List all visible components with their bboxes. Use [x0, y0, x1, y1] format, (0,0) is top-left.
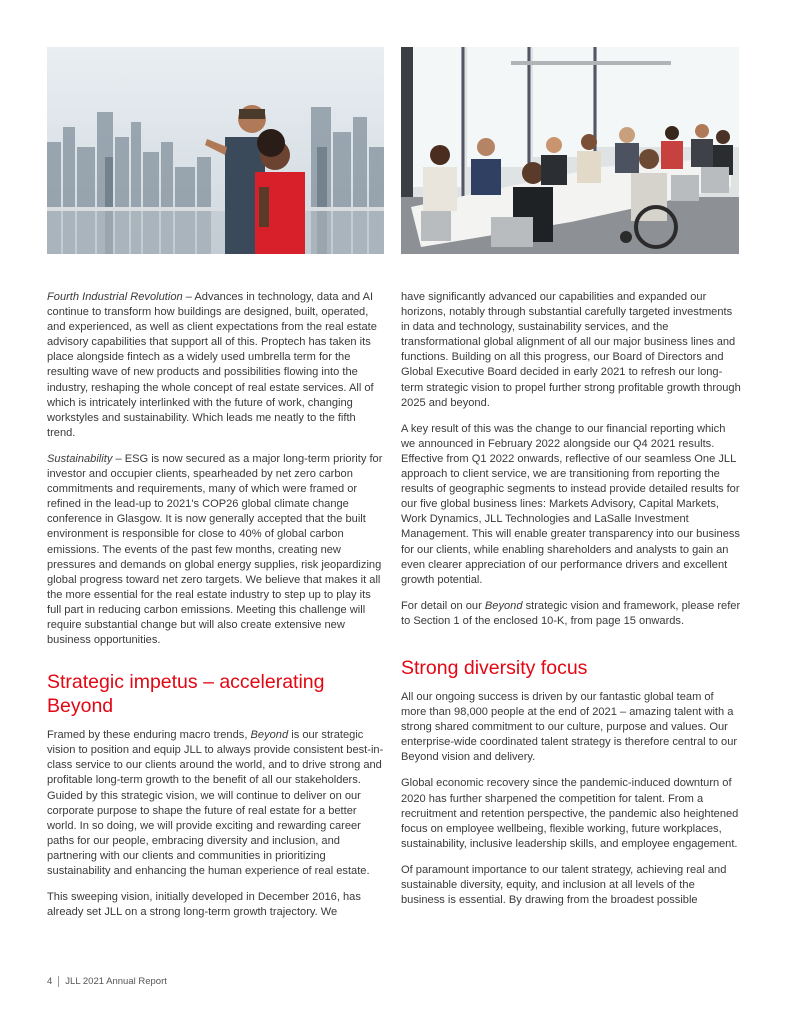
paragraph-beyond-vision [47, 728, 387, 879]
lead-term: Fourth Industrial Revolution [47, 291, 183, 303]
left-text-column [47, 290, 387, 931]
emphasis-beyond: Beyond [250, 729, 289, 742]
report-title: JLL 2021 Annual Report [65, 976, 167, 988]
emphasis-beyond: Beyond [484, 599, 523, 612]
right-text-column [401, 290, 741, 919]
paragraph-economic-recovery: Global economic recovery since the pandemic-induced downturn of 2020 has further sharpened the competition for talent. From a recruitment and retention perspective, the pandemic also heightened focus on employee wellbeing, flexible working, future workplaces, sustainability, inclusive leadership skills, and employee engagement. [401, 777, 739, 850]
paragraph-text: For detail on our [401, 599, 485, 612]
paragraph-text: Framed by these enduring macro trends, [47, 729, 251, 742]
paragraph-fourth-industrial-revolution [47, 290, 387, 441]
photo-city-balcony [47, 47, 384, 254]
paragraph-body: – ESG is now secured as a major long-term priority for investor and occupier clients, spearheaded by net zero carbon commitments and requirements, many of which were framed or refined in the lead-up to 2021's COP26 global climate change conference in Glasgow. It is now generally accepted that the built environment is responsible for close to 40% of global carbon emissions. The events of the past few months, creating new pressures and demands on global energy supplies, risk jeopardizing global progress toward net zero targets. We believe that makes it all the more essential for the real estate industry to step up to play its full part in reducing carbon emissions. Meeting this challenge will require substantial change but will also create extensive new business opportunities. [47, 452, 383, 647]
paragraph-body: – Advances in technology, data and AI continue to transform how buildings are designed, built, operated, and experienced, as well as client expectations from the real estate advisory capabilities that support all of this. Proptech has taken its place alongside fintech as a widely used umbrella term for the resulting wave of new products and possibilities flowing into the industry, reshaping the whole concept of real estate services. All of which is intricately interlinked with the future of work, changing workstyles and sustainability. Which leads me neatly to the fifth trend. [47, 291, 377, 439]
page-number: 4 [47, 976, 53, 988]
heading-strong-diversity-focus: Strong diversity focus [401, 656, 588, 679]
paragraph-sustainability [47, 452, 387, 648]
paragraph-text: is our strategic vision to position and equip JLL to always provide consistent best-in-class service to our clients around the world, and to drive strong and profitable long-term growth to the benefit of all our stakeholders. Guided by this strategic vision, we will continue to deliver on our corporate purpose to shape the future of real estate for a better world. In so doing, we will provide exciting and rewarding career paths for our people, embracing diversity and inclusion, and partnering with our clients and communities in prioritizing sustainability and enhancing the human experience of real estate. [47, 729, 384, 877]
lead-term: Sustainability [47, 452, 113, 465]
paragraph-text: strategic vision and framework, please refer to Section 1 of the enclosed 10-K, from page 15 onwards. [401, 599, 741, 627]
city-balcony-image [47, 47, 384, 254]
paragraph-financial-reporting: A key result of this was the change to our financial reporting which we announced in February 2022 alongside our Q4 2021 results. Effective from Q1 2022 onwards, reflective of our seamless One JLL approach to client service, we are transitioning from reporting the results of geographic segments to instead provide detailed results for our five global business lines: Markets Advisory, Capital Markets, Work Dynamics, JLL Technologies and LaSalle Investment Management. This will enable greater transparency into our business for our clients, while enabling shareholders and analysts to gain an even clearer appreciation of our performance drivers and excellent growth potential. [401, 422, 740, 586]
paragraph-global-team: All our ongoing success is driven by our fantastic global team of more than 98,000 people at the end of 2021 – amazing talent with a strong shared commitment to our culture, purpose and values. Our enterprise-wide coordinated talent strategy is therefore central to our Beyond vision and delivery. [401, 690, 738, 764]
conference-meeting-image [401, 47, 739, 254]
paragraph-capabilities: have significantly advanced our capabilities and expanded our horizons, notably through substantial carefully targeted investments in data and technology, sustainability services, and the transformational global alignment of all our major business lines and functions. Building on all this progress, our Board of Directors and Global Executive Board decided in early 2021 to refresh our long-term strategic vision to propel further strong profitable growth through 2025 and beyond. [401, 291, 741, 409]
page-footer [47, 976, 167, 987]
footer-divider [58, 976, 59, 987]
heading-strategic-impetus: Strategic impetus – accelerating Beyond [47, 671, 325, 718]
paragraph-beyond-detail [401, 599, 741, 629]
photo-conference-meeting [401, 47, 739, 254]
paragraph-sweeping-vision: This sweeping vision, initially developed in December 2016, has already set JLL on a strong long-term growth trajectory. We [47, 891, 361, 919]
paragraph-diversity-equity: Of paramount importance to our talent strategy, achieving real and sustainable diversity, equity, and inclusion at all levels of the business is essential. By drawing from the broadest possible [401, 863, 727, 907]
